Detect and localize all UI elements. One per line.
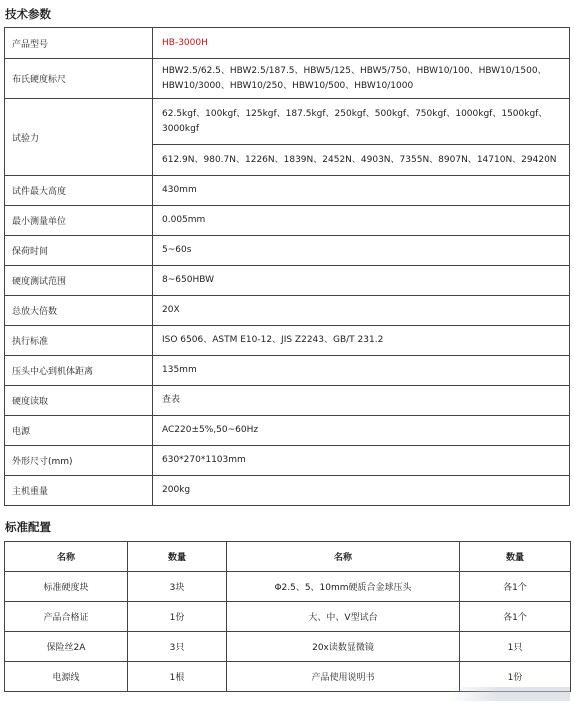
row-label: 硬度读取 xyxy=(5,386,153,416)
row-label: 最小测量单位 xyxy=(5,206,153,236)
cell: 电源线 xyxy=(5,662,128,692)
row-value: 20X xyxy=(153,296,570,326)
cell: Φ2.5、5、10mm硬质合金球压头 xyxy=(227,572,460,602)
table-row xyxy=(5,446,570,476)
row-label: 压头中心到机体距离 xyxy=(5,356,153,386)
table-row xyxy=(5,206,570,236)
row-value: AC220±5%,50~60Hz xyxy=(153,416,570,446)
watermark xyxy=(450,687,570,701)
row-value: 630*270*1103mm xyxy=(153,446,570,476)
column-header: 数量 xyxy=(128,542,227,572)
column-header: 名称 xyxy=(227,542,460,572)
cell: 大、中、V型试台 xyxy=(227,602,460,632)
table-row xyxy=(5,326,570,356)
column-header: 名称 xyxy=(5,542,128,572)
cell: 产品使用说明书 xyxy=(227,662,460,692)
cell: 3只 xyxy=(128,632,227,662)
row-value: ISO 6506、ASTM E10-12、JIS Z2243、GB/T 231.2 xyxy=(153,326,570,356)
row-label: 硬度测试范围 xyxy=(5,266,153,296)
row-label: 试件最大高度 xyxy=(5,176,153,206)
cell: 1份 xyxy=(460,662,571,692)
row-value: 135mm xyxy=(153,356,570,386)
cell: 1份 xyxy=(128,602,227,632)
row-label: 试验力 xyxy=(5,99,153,176)
table-row xyxy=(5,266,570,296)
row-value: 查表 xyxy=(153,386,570,416)
row-label: 执行标准 xyxy=(5,326,153,356)
row-label: 主机重量 xyxy=(5,476,153,506)
table-row xyxy=(5,59,570,99)
table-row xyxy=(5,632,571,662)
row-value: 430mm xyxy=(153,176,570,206)
row-label: 外形尺寸(mm) xyxy=(5,446,153,476)
table-row xyxy=(5,602,571,632)
standard-config-heading: 标准配置 xyxy=(5,520,51,534)
table-row xyxy=(5,386,570,416)
table-row xyxy=(5,416,570,446)
row-value: 612.9N、980.7N、1226N、1839N、2452N、4903N、7355N、8907N、14710N、29420N xyxy=(153,145,570,176)
tech-params-table xyxy=(4,27,570,506)
cell: 20x读数显微镜 xyxy=(227,632,460,662)
cell: 保险丝2A xyxy=(5,632,128,662)
row-label: 布氏硬度标尺 xyxy=(5,59,153,99)
row-value: 8~650HBW xyxy=(153,266,570,296)
table-row xyxy=(5,476,570,506)
row-value: 0.005mm xyxy=(153,206,570,236)
table-row xyxy=(5,236,570,266)
row-label: 产品型号 xyxy=(5,28,153,59)
table-row xyxy=(5,28,570,59)
column-header: 数量 xyxy=(460,542,571,572)
table-row xyxy=(5,176,570,206)
cell: 1只 xyxy=(460,632,571,662)
table-row xyxy=(5,296,570,326)
cell: 1根 xyxy=(128,662,227,692)
table-header-row xyxy=(5,542,571,572)
cell: 产品合格证 xyxy=(5,602,128,632)
row-value: 62.5kgf、100kgf、125kgf、187.5kgf、250kgf、500kgf、750kgf、1000kgf、1500kgf、3000kgf xyxy=(153,99,570,145)
row-label: 电源 xyxy=(5,416,153,446)
table-row xyxy=(5,356,570,386)
standard-config-table xyxy=(4,541,571,692)
cell: 3块 xyxy=(128,572,227,602)
row-value: HBW2.5/62.5、HBW2.5/187.5、HBW5/125、HBW5/750、HBW10/100、HBW10/1500、HBW10/3000、HBW10/250、HBW10/500、HBW10/1000 xyxy=(153,59,570,99)
row-label: 总放大倍数 xyxy=(5,296,153,326)
tech-params-heading: 技术参数 xyxy=(5,7,51,21)
product-model-value: HB-3000H xyxy=(153,28,570,59)
cell: 各1个 xyxy=(460,602,571,632)
table-row xyxy=(5,572,571,602)
row-value: 200kg xyxy=(153,476,570,506)
row-value: 5~60s xyxy=(153,236,570,266)
cell: 标准硬度块 xyxy=(5,572,128,602)
table-row xyxy=(5,99,570,145)
cell: 各1个 xyxy=(460,572,571,602)
row-label: 保荷时间 xyxy=(5,236,153,266)
